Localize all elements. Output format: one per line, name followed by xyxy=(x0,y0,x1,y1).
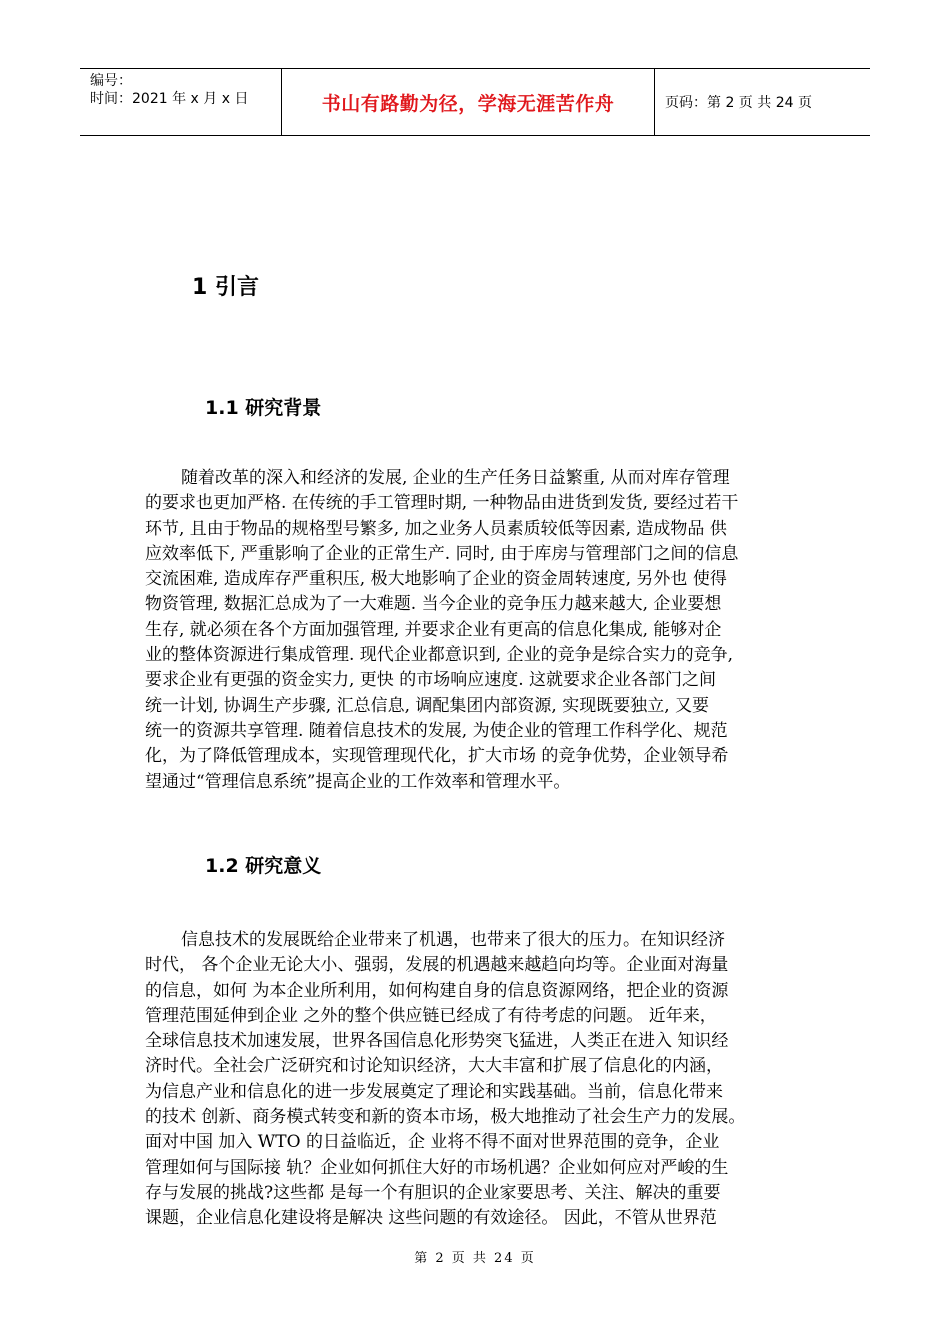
section-1-title: 1 引言 xyxy=(192,275,259,300)
section-1-2-title: 1.2 研究意义 xyxy=(205,855,322,877)
header-motto-cell xyxy=(282,69,655,135)
page-footer: 第 2 页 共 24 页 xyxy=(414,1251,536,1266)
paragraph-line: 面对中国 加入 WTO 的日益临近，企 业将不得不面对世界范围的竞争，企业 xyxy=(145,1132,720,1153)
paragraph-line: 的技术 创新、商务模式转变和新的资本市场，极大地推动了社会生产力的发展。 xyxy=(145,1107,746,1128)
paragraph-line: 生存, 就必须在各个方面加强管理, 并要求企业有更高的信息化集成, 能够对企 xyxy=(145,619,722,640)
paragraph-line: 全球信息技术加速发展，世界各国信息化形势突飞猛进，人类正在进入 知识经 xyxy=(145,1031,729,1052)
header-page-cell xyxy=(655,69,870,135)
paragraph-line: 管理范围延伸到企业 之外的整个供应链已经成了有待考虑的问题。 近年来， xyxy=(145,1005,717,1026)
section-1-1-title: 1.1 研究背景 xyxy=(205,397,322,419)
paragraph-line: 的要求也更加严格. 在传统的手工管理时期, 一种物品由进货到发货, 要经过若干 xyxy=(145,493,739,514)
paragraph-line: 统一计划, 协调生产步骤, 汇总信息, 调配集团内部资源, 实现既要独立, 又要 xyxy=(145,695,710,716)
paragraph-line: 环节, 且由于物品的规格型号繁多, 加之业务人员素质较低等因素, 造成物品 供 xyxy=(145,518,727,539)
document-number-label: 编号： xyxy=(90,73,132,89)
paragraph-line: 济时代。全社会广泛研究和讨论知识经济，大大丰富和扩展了信息化的内涵， xyxy=(145,1056,723,1077)
paragraph-line: 的信息，如何 为本企业所利用，如何构建自身的信息资源网络，把企业的资源 xyxy=(145,980,729,1001)
paragraph-line: 为信息产业和信息化的进一步发展奠定了理论和实践基础。当前，信息化带来 xyxy=(145,1081,723,1102)
header-meta-cell xyxy=(80,69,282,135)
paragraph-line: 统一的资源共享管理. 随着信息技术的发展, 为使企业的管理工作科学化、规范 xyxy=(145,720,728,741)
paragraph-line: 存与发展的挑战?这些都 是每一个有胆识的企业家要思考、关注、解决的重要 xyxy=(145,1182,721,1203)
header-motto: 书山有路勤为径，学海无涯苦作舟 xyxy=(321,92,615,115)
section-1-2-paragraph xyxy=(145,928,810,1232)
paragraph-line: 交流困难, 造成库存严重积压, 极大地影响了企业的资金周转速度, 另外也 使得 xyxy=(145,569,727,590)
paragraph-line: 管理如何与国际接 轨？企业如何抓住大好的市场机遇？企业如何应对严峻的生 xyxy=(145,1157,729,1178)
paragraph-line: 业的整体资源进行集成管理. 现代企业都意识到, 企业的竞争是综合实力的竞争, xyxy=(145,645,734,666)
paragraph-line: 信息技术的发展既给企业带来了机遇，也带来了很大的压力。在知识经济 xyxy=(181,930,725,950)
paragraph-line: 物资管理, 数据汇总成为了一大难题. 当今企业的竞争压力越来越大, 企业要想 xyxy=(145,594,722,615)
paragraph-line: 应效率低下, 严重影响了企业的正常生产. 同时, 由于库房与管理部门之间的信息 xyxy=(145,543,739,564)
paragraph-line: 化，为了降低管理成本，实现管理现代化，扩大市场 的竞争优势，企业领导希 xyxy=(145,746,729,767)
paragraph-line: 课题，企业信息化建设将是解决 这些问题的有效途径。 因此，不管从世界范 xyxy=(145,1208,717,1229)
paragraph-line: 要求企业有更强的资金实力, 更快 的市场响应速度. 这就要求企业各部门之间 xyxy=(145,670,717,691)
paragraph-line: 随着改革的深入和经济的发展, 企业的生产任务日益繁重, 从而对库存管理 xyxy=(181,468,730,488)
document-date: 时间：2021 年 x 月 x 日 xyxy=(90,91,249,107)
header-page-info: 页码：第 2 页 共 24 页 xyxy=(665,95,812,111)
paragraph-line: 时代， 各个企业无论大小、强弱，发展的机遇越来越趋向均等。企业面对海量 xyxy=(145,955,729,976)
section-1-1-paragraph xyxy=(145,466,810,795)
paragraph-line: 望通过“管理信息系统”提高企业的工作效率和管理水平。 xyxy=(145,771,571,792)
header-table xyxy=(80,68,870,136)
